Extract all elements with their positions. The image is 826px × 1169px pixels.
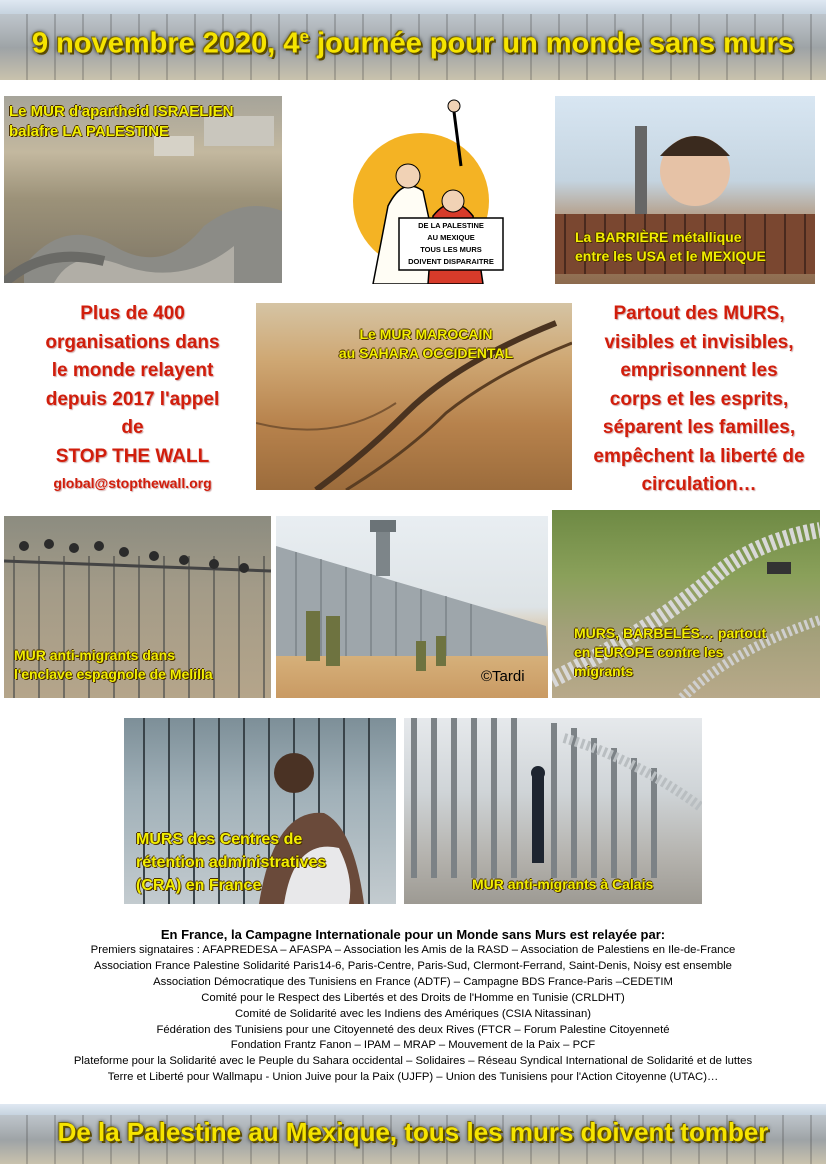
cra-caption: MURS des Centres de rétention administratives (CRA) en France: [136, 831, 327, 894]
photo-calais-fence: [404, 718, 702, 904]
footer-line: Comité pour le Respect des Libertés et des Droits de l'Homme en Tunisie (CRLDHT): [201, 991, 625, 1004]
tardi-credit: ©Tardi: [481, 668, 525, 685]
poster-sign: DE LA PALESTINE AU MEXIQUE TOUS LES MURS DOIVENT DISPARAITRE: [408, 221, 494, 266]
left-appeal-text: Plus de 400 organisations dans le monde relayent depuis 2017 l'appel de STOP THE WALL global@stopthewall.org: [25, 300, 240, 495]
photo-usa-barrier: [555, 96, 815, 284]
calais-caption: MUR anti-migrants à Calais: [472, 876, 654, 892]
footer-line: Fondation Frantz Fanon – IPAM – MRAP – Mouvement de la Paix – PCF: [230, 1039, 596, 1052]
footer-line: Premiers signataires : AFAPREDESA – AFASPA – Association les Amis de la RASD – Association de Palestiens en Ile-de-France: [90, 944, 736, 956]
sahara-caption: Le MUR MAROCAIN au SAHARA OCCIDENTAL: [338, 326, 514, 361]
usa-caption: La BARRIÈRE métallique entre les USA et le MEXIQUE: [575, 229, 766, 264]
footer-line: Plateforme pour la Solidarité avec le Peuple du Sahara occidental – Solidaires – Réseau Syndical International de Solidarité et de luttes: [73, 1055, 753, 1068]
footer-signatories: [40, 926, 786, 1086]
right-walls-text: Partout des MURS, visibles et invisibles, emprisonnent les corps et les esprits, séparent les familles, empêchent la liberté de circulation…: [593, 303, 805, 495]
tardi-illustration: [276, 516, 548, 698]
footer-line: Association France Palestine Solidarité Paris14-6, Paris-Centre, Paris-Sud, Clermont-Ferrand, Saint-Denis, Noisy est ensemble: [94, 959, 732, 972]
bottom-banner: [0, 1104, 826, 1164]
footer-heading: En France, la Campagne Internationale pour un Monde sans Murs est relayée par:: [160, 927, 666, 942]
photo-cra-retention: [124, 718, 396, 904]
bottom-slogan: De la Palestine au Mexique, tous les murs doivent tomber: [57, 1117, 769, 1147]
footer-line: Association Démocratique des Tunisiens en France (ADTF) – Campagne BDS France-Paris –CEDETIM: [153, 975, 673, 988]
poster-illustration: [333, 96, 509, 284]
footer-line: Comité de Solidarité avec les Indiens des Amériques (CSIA Nitassinan): [234, 1007, 592, 1020]
page-title: 9 novembre 2020, 4e journée pour un monde sans murs: [31, 27, 795, 60]
israel-caption: Le MUR d'apartheid ISRAELIEN balafre LA PALESTINE: [9, 103, 234, 140]
europe-caption: MURS, BARBELÉS… partout en EUROPE contre les migrants: [574, 625, 767, 679]
top-banner: [0, 0, 826, 80]
photo-sahara-wall: [256, 303, 572, 490]
footer-line: Terre et Liberté pour Wallmapu - Union Juive pour la Paix (UJFP) – Union des Tunisiens pour l'Action Citoyenne (UTAC)…: [107, 1071, 719, 1084]
photo-melilla-fence: [4, 516, 271, 698]
melilla-caption: MUR anti-migrants dans l'enclave espagnole de Melilla: [14, 647, 213, 682]
photo-israeli-wall: [4, 96, 282, 283]
email-link[interactable]: global@stopthewall.org: [53, 475, 212, 491]
footer-line: Fédération des Tunisiens pour une Citoyenneté des deux Rives (FTCR – Forum Palestine Citoyenneté: [156, 1023, 670, 1036]
photo-europe-barbed-wire: [552, 510, 820, 698]
